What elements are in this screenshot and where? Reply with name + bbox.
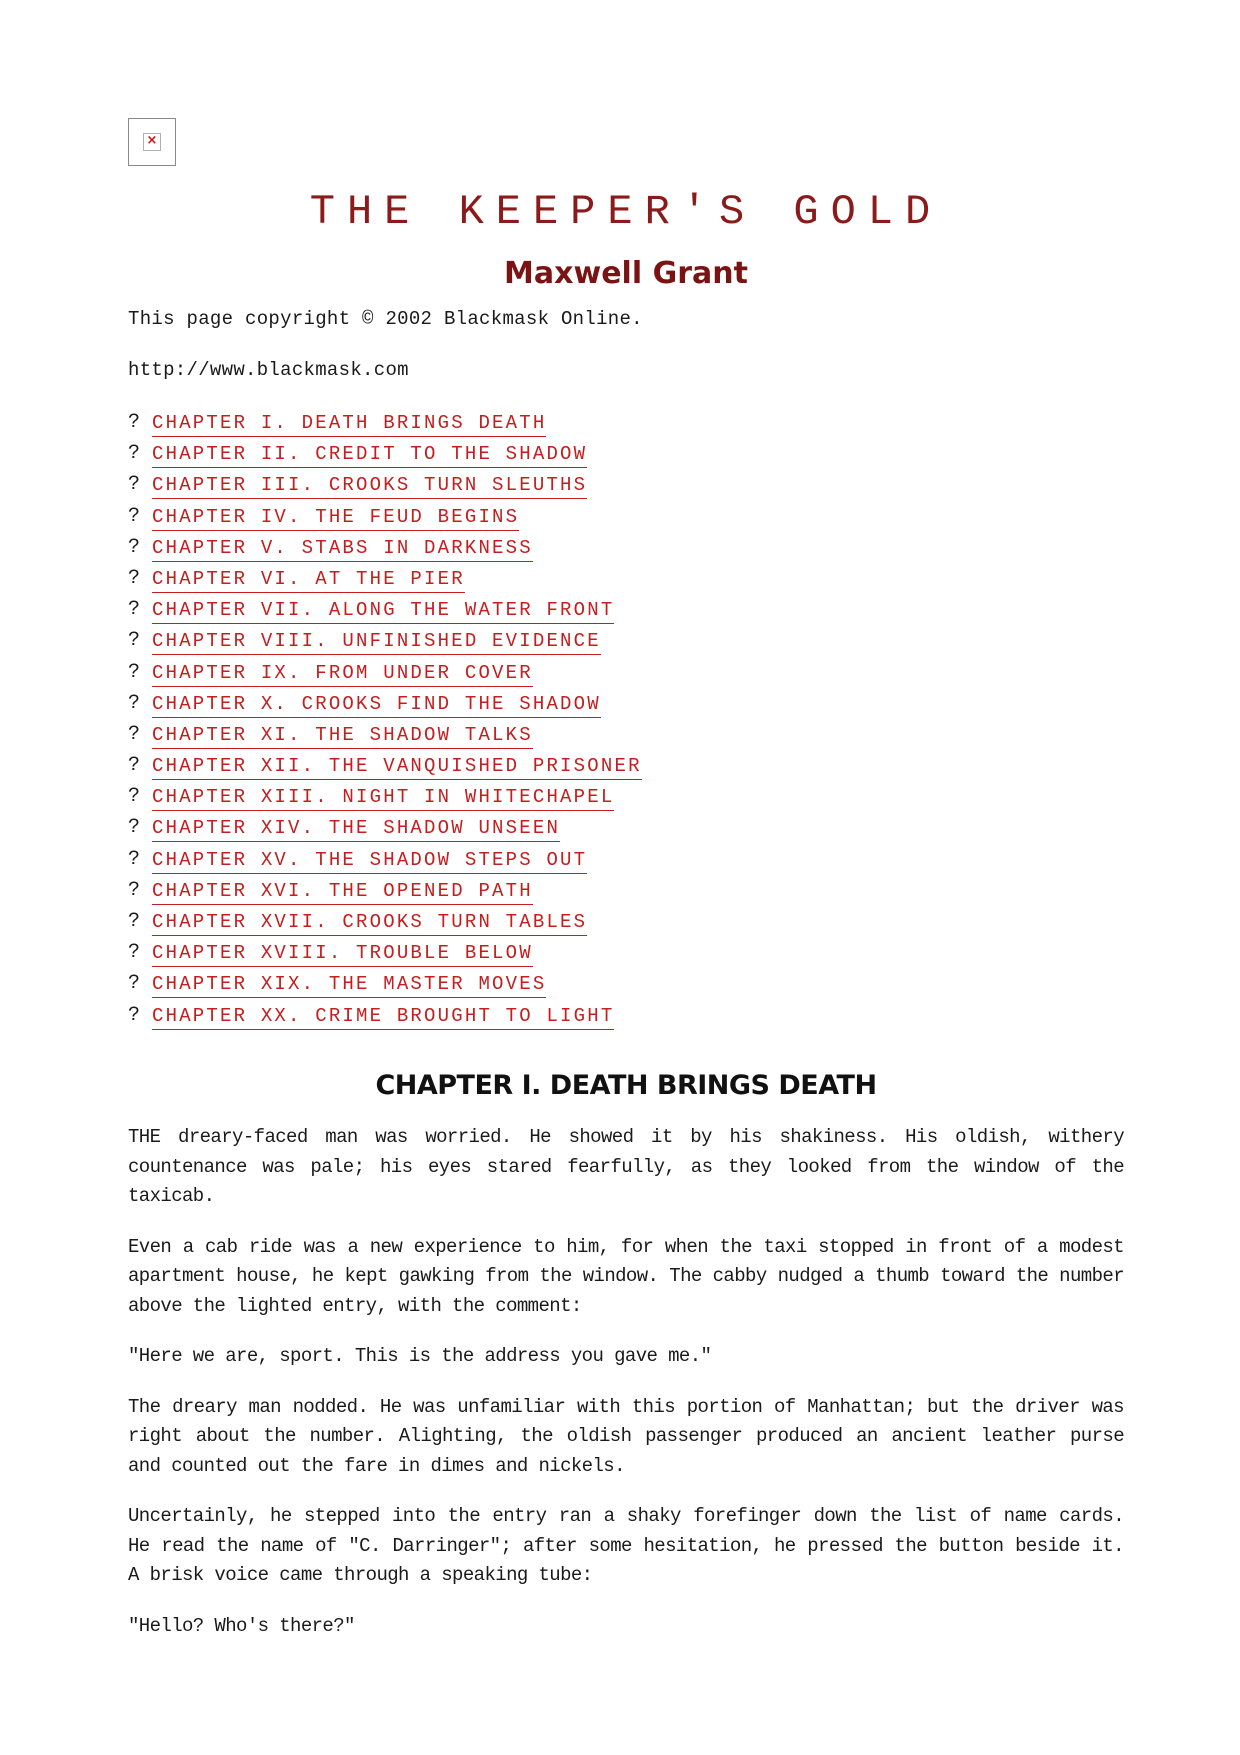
body-paragraph: THE dreary-faced man was worried. He showed it by his shakiness. His oldish, withery countenance was pale; his eyes stared fearfully, as they looked from the window of the taxicab. [128,1126,1124,1207]
toc-bullet: ? [128,878,141,902]
toc-link-chapter-8[interactable]: CHAPTER VIII. UNFINISHED EVIDENCE [152,629,601,655]
toc-link-chapter-20[interactable]: CHAPTER XX. CRIME BROUGHT TO LIGHT [152,1004,614,1030]
toc-link-chapter-16[interactable]: CHAPTER XVI. THE OPENED PATH [152,879,533,905]
chapter-heading: CHAPTER I. DEATH BRINGS DEATH [375,1070,877,1101]
toc-bullet: ? [128,629,141,653]
toc-bullet: ? [128,504,141,528]
toc-link-chapter-3[interactable]: CHAPTER III. CROOKS TURN SLEUTHS [152,473,587,499]
toc-bullet: ? [128,785,141,809]
book-title: THE KEEPER'S GOLD [309,188,943,236]
toc-item [128,816,642,847]
toc-link-chapter-12[interactable]: CHAPTER XII. THE VANQUISHED PRISONER [152,754,642,780]
toc-item [128,661,642,692]
toc-item [128,848,642,879]
toc-item [128,1004,642,1035]
toc-item [128,879,642,910]
toc-bullet: ? [128,442,141,466]
toc-bullet: ? [128,941,141,965]
broken-image-icon [128,118,176,166]
body-paragraph: The dreary man nodded. He was unfamiliar with this portion of Manhattan; but the driver was right about the number. Alighting, the oldish passenger produced an ancient leather purse and counted out the fare in dimes and nickels. [128,1395,1124,1477]
toc-bullet: ? [128,816,141,840]
toc-item [128,536,642,567]
table-of-contents [128,411,642,1035]
body-paragraph: "Hello? Who's there?" [128,1614,355,1637]
toc-link-chapter-14[interactable]: CHAPTER XIV. THE SHADOW UNSEEN [152,816,560,842]
toc-link-chapter-19[interactable]: CHAPTER XIX. THE MASTER MOVES [152,972,546,998]
body-paragraph: Even a cab ride was a new experience to him, for when the taxi stopped in front of a modest apartment house, he kept gawking from the window. The cabby nudged a thumb toward the number above the lighted entry, with the comment: [128,1235,1124,1317]
toc-item [128,411,642,442]
toc-link-chapter-2[interactable]: CHAPTER II. CREDIT TO THE SHADOW [152,442,587,468]
toc-item [128,442,642,473]
toc-item [128,505,642,536]
chapter-body [128,1123,1124,1662]
body-paragraph: "Here we are, sport. This is the address you gave me." [128,1345,712,1367]
toc-item [128,754,642,785]
toc-item [128,629,642,660]
toc-bullet: ? [128,660,141,684]
toc-link-chapter-18[interactable]: CHAPTER XVIII. TROUBLE BELOW [152,941,533,967]
toc-bullet: ? [128,535,141,559]
toc-bullet: ? [128,598,141,622]
toc-link-chapter-4[interactable]: CHAPTER IV. THE FEUD BEGINS [152,505,519,531]
toc-link-chapter-6[interactable]: CHAPTER VI. AT THE PIER [152,567,465,593]
broken-image-frame [143,133,161,151]
toc-item [128,692,642,723]
toc-link-chapter-13[interactable]: CHAPTER XIII. NIGHT IN WHITECHAPEL [152,785,614,811]
toc-link-chapter-9[interactable]: CHAPTER IX. FROM UNDER COVER [152,661,533,687]
website-url: http://www.blackmask.com [128,359,409,381]
toc-link-chapter-5[interactable]: CHAPTER V. STABS IN DARKNESS [152,536,533,562]
toc-bullet: ? [128,473,141,497]
toc-link-chapter-10[interactable]: CHAPTER X. CROOKS FIND THE SHADOW [152,692,601,718]
toc-bullet: ? [128,910,141,933]
toc-item [128,567,642,598]
toc-item [128,972,642,1003]
copyright-notice: This page copyright © 2002 Blackmask Online. [128,308,643,330]
book-author: Maxwell Grant [504,256,748,291]
toc-link-chapter-7[interactable]: CHAPTER VII. ALONG THE WATER FRONT [152,598,614,624]
toc-item [128,785,642,816]
toc-item [128,723,642,754]
toc-item [128,598,642,629]
toc-link-chapter-17[interactable]: CHAPTER XVII. CROOKS TURN TABLES [152,910,587,936]
toc-bullet: ? [128,411,141,434]
toc-bullet: ? [128,722,141,746]
toc-link-chapter-11[interactable]: CHAPTER XI. THE SHADOW TALKS [152,723,533,749]
toc-bullet: ? [128,1003,141,1027]
toc-item [128,941,642,972]
toc-bullet: ? [128,847,141,871]
toc-bullet: ? [128,691,141,715]
toc-link-chapter-1[interactable]: CHAPTER I. DEATH BRINGS DEATH [152,411,546,437]
toc-item [128,473,642,504]
body-paragraph: Uncertainly, he stepped into the entry ran a shaky forefinger down the list of name cards. He read the name of "C. Darringer"; after some hesitation, he pressed the button beside it. A brisk voice came through a speaking tube: [128,1505,1124,1586]
toc-link-chapter-15[interactable]: CHAPTER XV. THE SHADOW STEPS OUT [152,848,587,874]
toc-bullet: ? [128,566,141,590]
broken-image-x-mark: × [146,133,158,148]
toc-bullet: ? [128,972,141,996]
toc-bullet: ? [128,754,141,778]
toc-item [128,910,642,941]
